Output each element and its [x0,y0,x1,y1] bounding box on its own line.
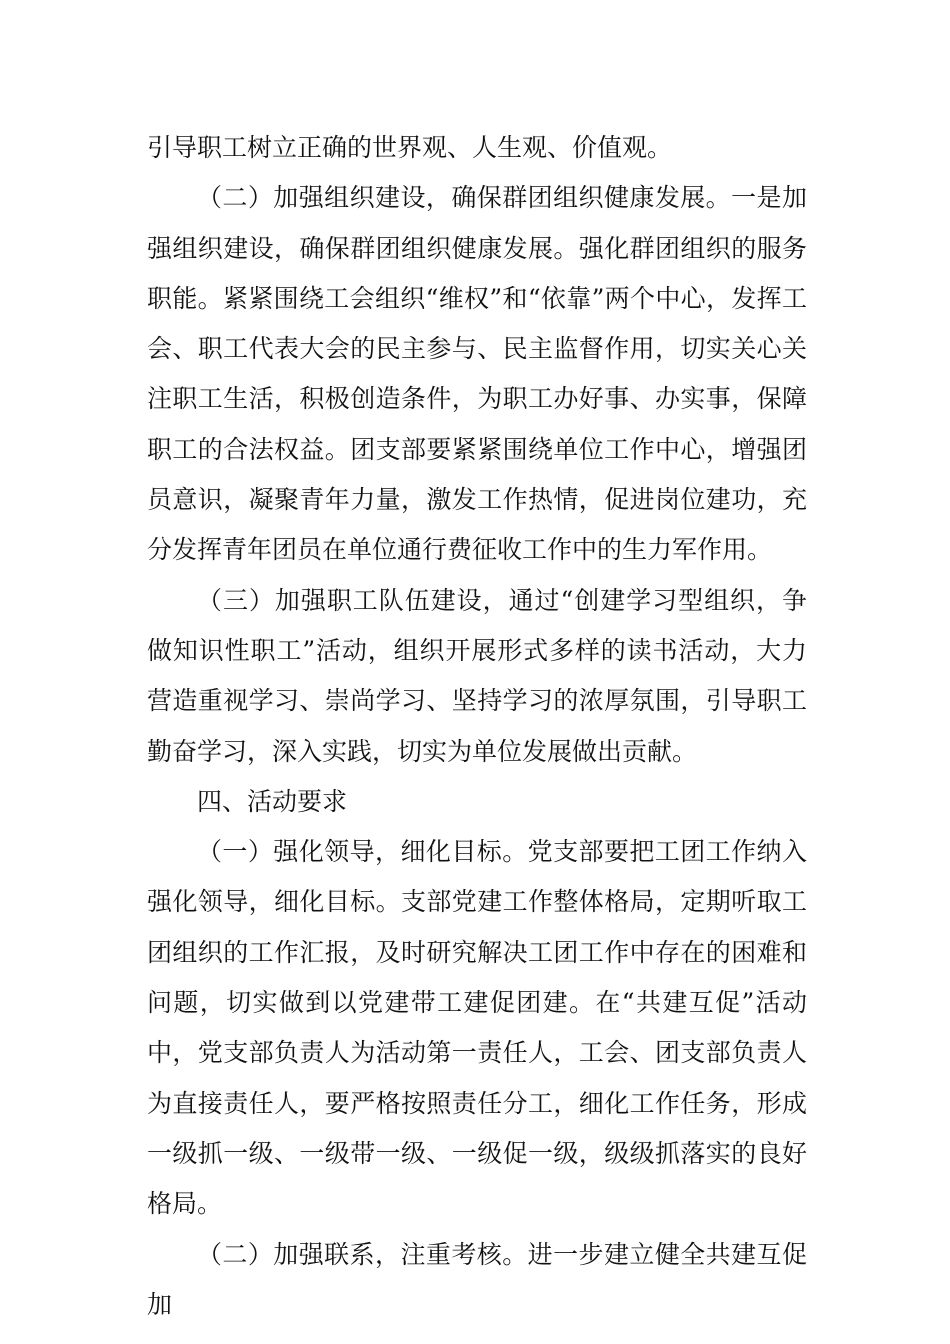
paragraph-staff-team-building: （三）加强职工队伍建设，通过“创建学习型组织，争做知识性职工”活动，组织开展形式多样的读书活动，大力营造重视学习、崇尚学习、坚持学习的浓厚氛围，引导职工勤奋学习，深入实践，切实为单位发展做出贡献。 [147,585,807,766]
section-heading-activity-requirements: 四、活动要求 [197,786,348,816]
document-body [147,123,807,1330]
paragraph-strengthen-contact: （二）加强联系，注重考核。进一步建立健全共建互促加 [147,1239,807,1319]
paragraph-organization-building: （二）加强组织建设，确保群团组织健康发展。一是加强组织建设，确保群团组织健康发展。强化群团组织的服务职能。紧紧围绕工会组织“维权”和“依靠”两个中心，发挥工会、职工代表大会的民主参与、民主监督作用，切实关心关注职工生活，积极创造条件，为职工办好事、办实事，保障职工的合法权益。团支部要紧紧围绕单位工作中心，增强团员意识，凝聚青年力量，激发工作热情，促进岗位建功，充分发挥青年团员在单位通行费征收工作中的生力军作用。 [147,183,807,565]
paragraph-strengthen-leadership: （一）强化领导，细化目标。党支部要把工团工作纳入强化领导，细化目标。支部党建工作整体格局，定期听取工团组织的工作汇报，及时研究解决工团工作中存在的困难和问题，切实做到以党建带工建促团建。在“共建互促”活动中，党支部负责人为活动第一责任人，工会、团支部负责人为直接责任人，要严格按照责任分工，细化工作任务，形成一级抓一级、一级带一级、一级促一级，级级抓落实的良好格局。 [147,837,807,1219]
paragraph-continuation: 引导职工树立正确的世界观、人生观、价值观。 [147,133,673,162]
